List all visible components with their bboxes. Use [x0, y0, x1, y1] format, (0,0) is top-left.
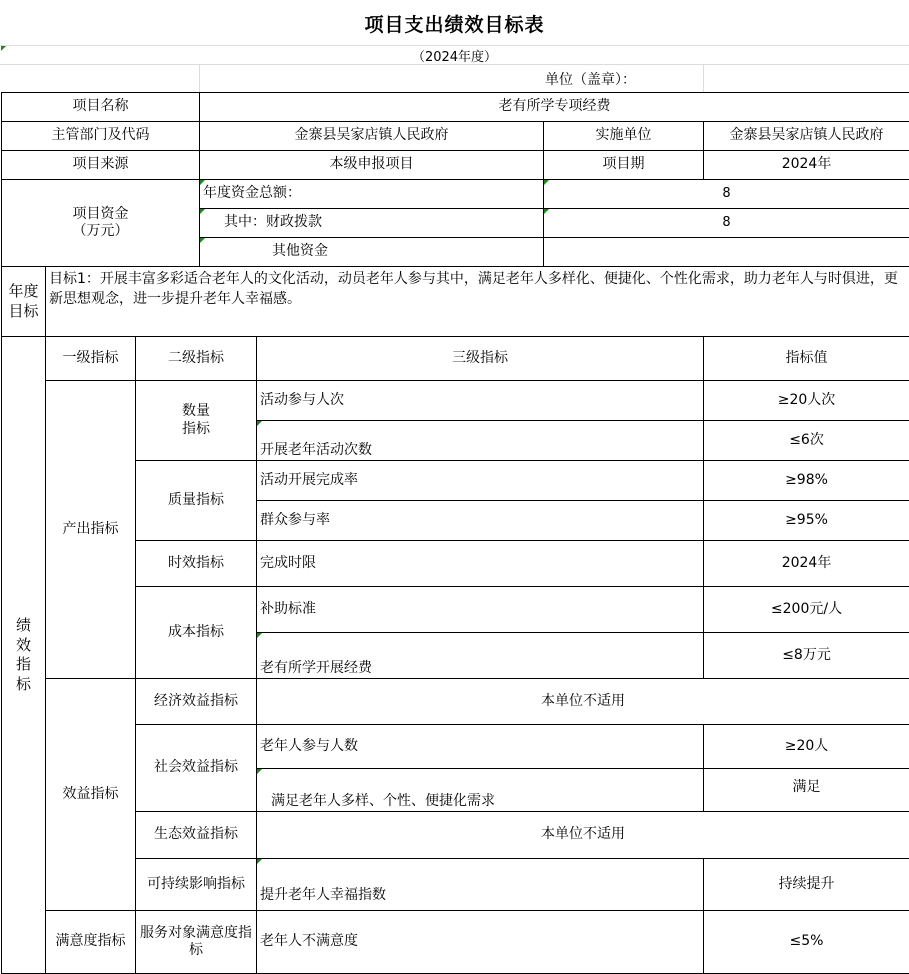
indicator-name [257, 633, 704, 679]
economic-benefit-value: 本单位不适用 [257, 679, 909, 725]
indicator-name: 老年人参与人数 [257, 725, 704, 769]
indicator-name [257, 769, 704, 812]
timeliness-indicator-label: 时效指标 [136, 541, 257, 587]
indicator-value: ≤8万元 [704, 633, 909, 679]
indicator-value: ≥20人次 [704, 381, 909, 421]
indicator-name-text: 老有所学开展经费 [260, 660, 372, 676]
annual-goal-label-text: 年度目标 [8, 282, 40, 321]
indicator-value: 2024年 [704, 541, 909, 587]
funds-total-label [200, 180, 544, 209]
indicator-name: 完成时限 [257, 541, 704, 587]
indicator-name: 群众参与率 [257, 501, 704, 541]
funds-fiscal-label [200, 209, 544, 238]
indicator-name: 老年人不满意度 [257, 911, 704, 974]
performance-indicator-label [2, 337, 46, 974]
funds-fiscal-text: 其中：财政拨款 [224, 214, 322, 230]
header-level2: 二级指标 [136, 337, 257, 381]
header-level3: 三级指标 [257, 337, 704, 381]
period-value: 2024年 [704, 151, 909, 180]
indicator-value: ≤5% [704, 911, 909, 974]
impl-unit-label: 实施单位 [544, 122, 704, 151]
indicator-value: ≤200元/人 [704, 587, 909, 633]
funds-total-value [544, 180, 909, 209]
quality-indicator-label: 质量指标 [136, 461, 257, 541]
indicator-name: 补助标准 [257, 587, 704, 633]
page-title: 项目支出绩效目标表 [0, 0, 909, 46]
project-name-value: 老有所学专项经费 [200, 93, 909, 122]
benefit-indicator-label: 效益指标 [46, 679, 136, 911]
period-label: 项目期 [544, 151, 704, 180]
indicator-name-text: 满足老年人多样、个性、便捷化需求 [271, 793, 495, 809]
funds-label: 项目资金 （万元） [2, 180, 200, 267]
indicator-value: ≥98% [704, 461, 909, 501]
indicator-value: 持续提升 [704, 859, 909, 911]
dept-value: 金寨县吴家店镇人民政府 [200, 122, 544, 151]
dept-label: 主管部门及代码 [2, 122, 200, 151]
funds-total-text: 年度资金总额： [203, 185, 301, 201]
annual-goal-text: 目标1：开展丰富多彩适合老年人的文化活动，动员老年人参与其中，满足老年人多样化、便捷化、个性化需求，助力老年人与时俱进，更新思想观念，进一步提升老年人幸福感。 [46, 267, 909, 337]
indicator-value: 满足 [704, 769, 909, 812]
cell-comment-marker [1, 46, 6, 51]
funds-total-number: 8 [722, 186, 730, 201]
seal-label: 单位（盖章）： [545, 66, 636, 92]
sustainability-label: 可持续影响指标 [136, 859, 257, 911]
annual-goal-label [2, 267, 46, 337]
funds-fiscal-number: 8 [722, 215, 730, 230]
funds-fiscal-value [544, 209, 909, 238]
year-label: （2024年度） [0, 46, 909, 64]
indicator-name [257, 859, 704, 911]
output-indicator-label: 产出指标 [46, 381, 136, 679]
cost-indicator-label: 成本指标 [136, 587, 257, 679]
sheet-gridline [199, 64, 200, 92]
performance-indicator-text: 绩效指标 [16, 616, 32, 694]
header-level1: 一级指标 [46, 337, 136, 381]
performance-target-table [1, 92, 909, 974]
indicator-name-text: 开展老年活动次数 [260, 442, 372, 458]
indicator-name: 活动开展完成率 [257, 461, 704, 501]
source-label: 项目来源 [2, 151, 200, 180]
funds-other-label [200, 238, 544, 267]
header-value: 指标值 [704, 337, 909, 381]
quantity-indicator-label: 数量 指标 [136, 381, 257, 461]
project-name-label: 项目名称 [2, 93, 200, 122]
ecological-benefit-label: 生态效益指标 [136, 812, 257, 859]
satisfaction-indicator-label: 满意度指标 [46, 911, 136, 974]
funds-other-text: 其他资金 [272, 243, 328, 259]
indicator-name-text: 提升老年人幸福指数 [260, 887, 386, 903]
indicator-value: ≤6次 [704, 421, 909, 461]
indicator-name: 活动参与人次 [257, 381, 704, 421]
indicator-value: ≥20人 [704, 725, 909, 769]
social-benefit-label: 社会效益指标 [136, 725, 257, 812]
indicator-value: ≥95% [704, 501, 909, 541]
source-value: 本级申报项目 [200, 151, 544, 180]
indicator-name [257, 421, 704, 461]
service-satisfaction-label: 服务对象满意度指标 [136, 911, 257, 974]
ecological-benefit-value: 本单位不适用 [257, 812, 909, 859]
sheet-gridline [0, 45, 909, 46]
funds-other-value [544, 238, 909, 267]
sheet-gridline [0, 64, 909, 65]
impl-unit-value: 金寨县吴家店镇人民政府 [704, 122, 909, 151]
economic-benefit-label: 经济效益指标 [136, 679, 257, 725]
sheet-gridline [703, 64, 704, 92]
